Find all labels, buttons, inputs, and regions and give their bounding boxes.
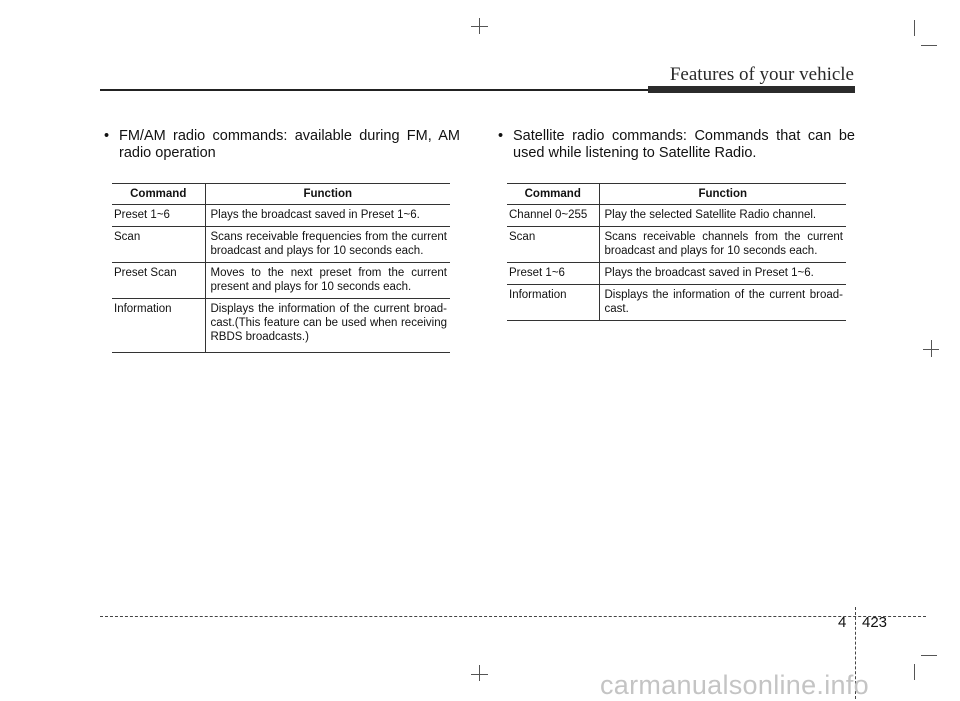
command-cell: Preset Scan <box>112 263 205 299</box>
table-row <box>507 263 846 285</box>
fm-am-bullet <box>104 128 460 162</box>
function-header: Function <box>205 184 450 205</box>
chapter-number: 4 <box>838 614 847 631</box>
command-cell: Preset 1~6 <box>507 263 599 285</box>
footer-rule <box>100 616 926 617</box>
table-row <box>507 227 846 263</box>
header-rule <box>100 89 648 91</box>
command-cell: Preset 1~6 <box>112 205 205 227</box>
command-cell: Information <box>112 299 205 349</box>
header-bar <box>648 86 855 93</box>
command-cell: Channel 0~255 <box>507 205 599 227</box>
function-cell: Displays the information of the current broad-cast. <box>599 285 846 321</box>
fm-am-bullet-text: FM/AM radio commands: available during FM, AM radio operation <box>119 128 460 161</box>
table-row <box>507 285 846 321</box>
function-cell: Scans receivable frequencies from the current broadcast and plays for 10 seconds each. <box>205 227 450 263</box>
table-row <box>112 263 450 299</box>
table-header-row <box>112 184 450 205</box>
command-cell: Information <box>507 285 599 321</box>
command-header: Command <box>112 184 205 205</box>
table-row <box>112 227 450 263</box>
bullet-dot: • <box>104 128 110 144</box>
table-row <box>507 205 846 227</box>
fm-am-command-table <box>112 183 450 353</box>
function-cell: Displays the information of the current broad-cast.(This feature can be used when receiving RBDS broadcasts.) <box>210 303 447 343</box>
function-cell: Moves to the next preset from the current present and plays for 10 seconds each. <box>205 263 450 299</box>
page-number: 423 <box>862 614 888 631</box>
satellite-bullet <box>498 128 855 162</box>
table-row <box>112 299 450 349</box>
table-row <box>112 205 450 227</box>
function-cell: Play the selected Satellite Radio channel. <box>599 205 846 227</box>
command-header: Command <box>507 184 599 205</box>
command-cell: Scan <box>507 227 599 263</box>
function-cell: Plays the broadcast saved in Preset 1~6. <box>599 263 846 285</box>
command-cell: Scan <box>112 227 205 263</box>
satellite-command-table <box>507 183 846 321</box>
function-cell: Scans receivable channels from the current broadcast and plays for 10 seconds each. <box>599 227 846 263</box>
watermark: carmanualsonline.info <box>600 670 869 700</box>
section-title: Features of your vehicle <box>669 64 854 85</box>
table-end-rule <box>112 348 450 353</box>
function-header: Function <box>599 184 846 205</box>
satellite-bullet-text: Satellite radio commands: Commands that can be used while listening to Satellite Radio. <box>513 128 855 161</box>
function-cell: Plays the broadcast saved in Preset 1~6. <box>205 205 450 227</box>
table-header-row <box>507 184 846 205</box>
bullet-dot: • <box>498 128 504 144</box>
